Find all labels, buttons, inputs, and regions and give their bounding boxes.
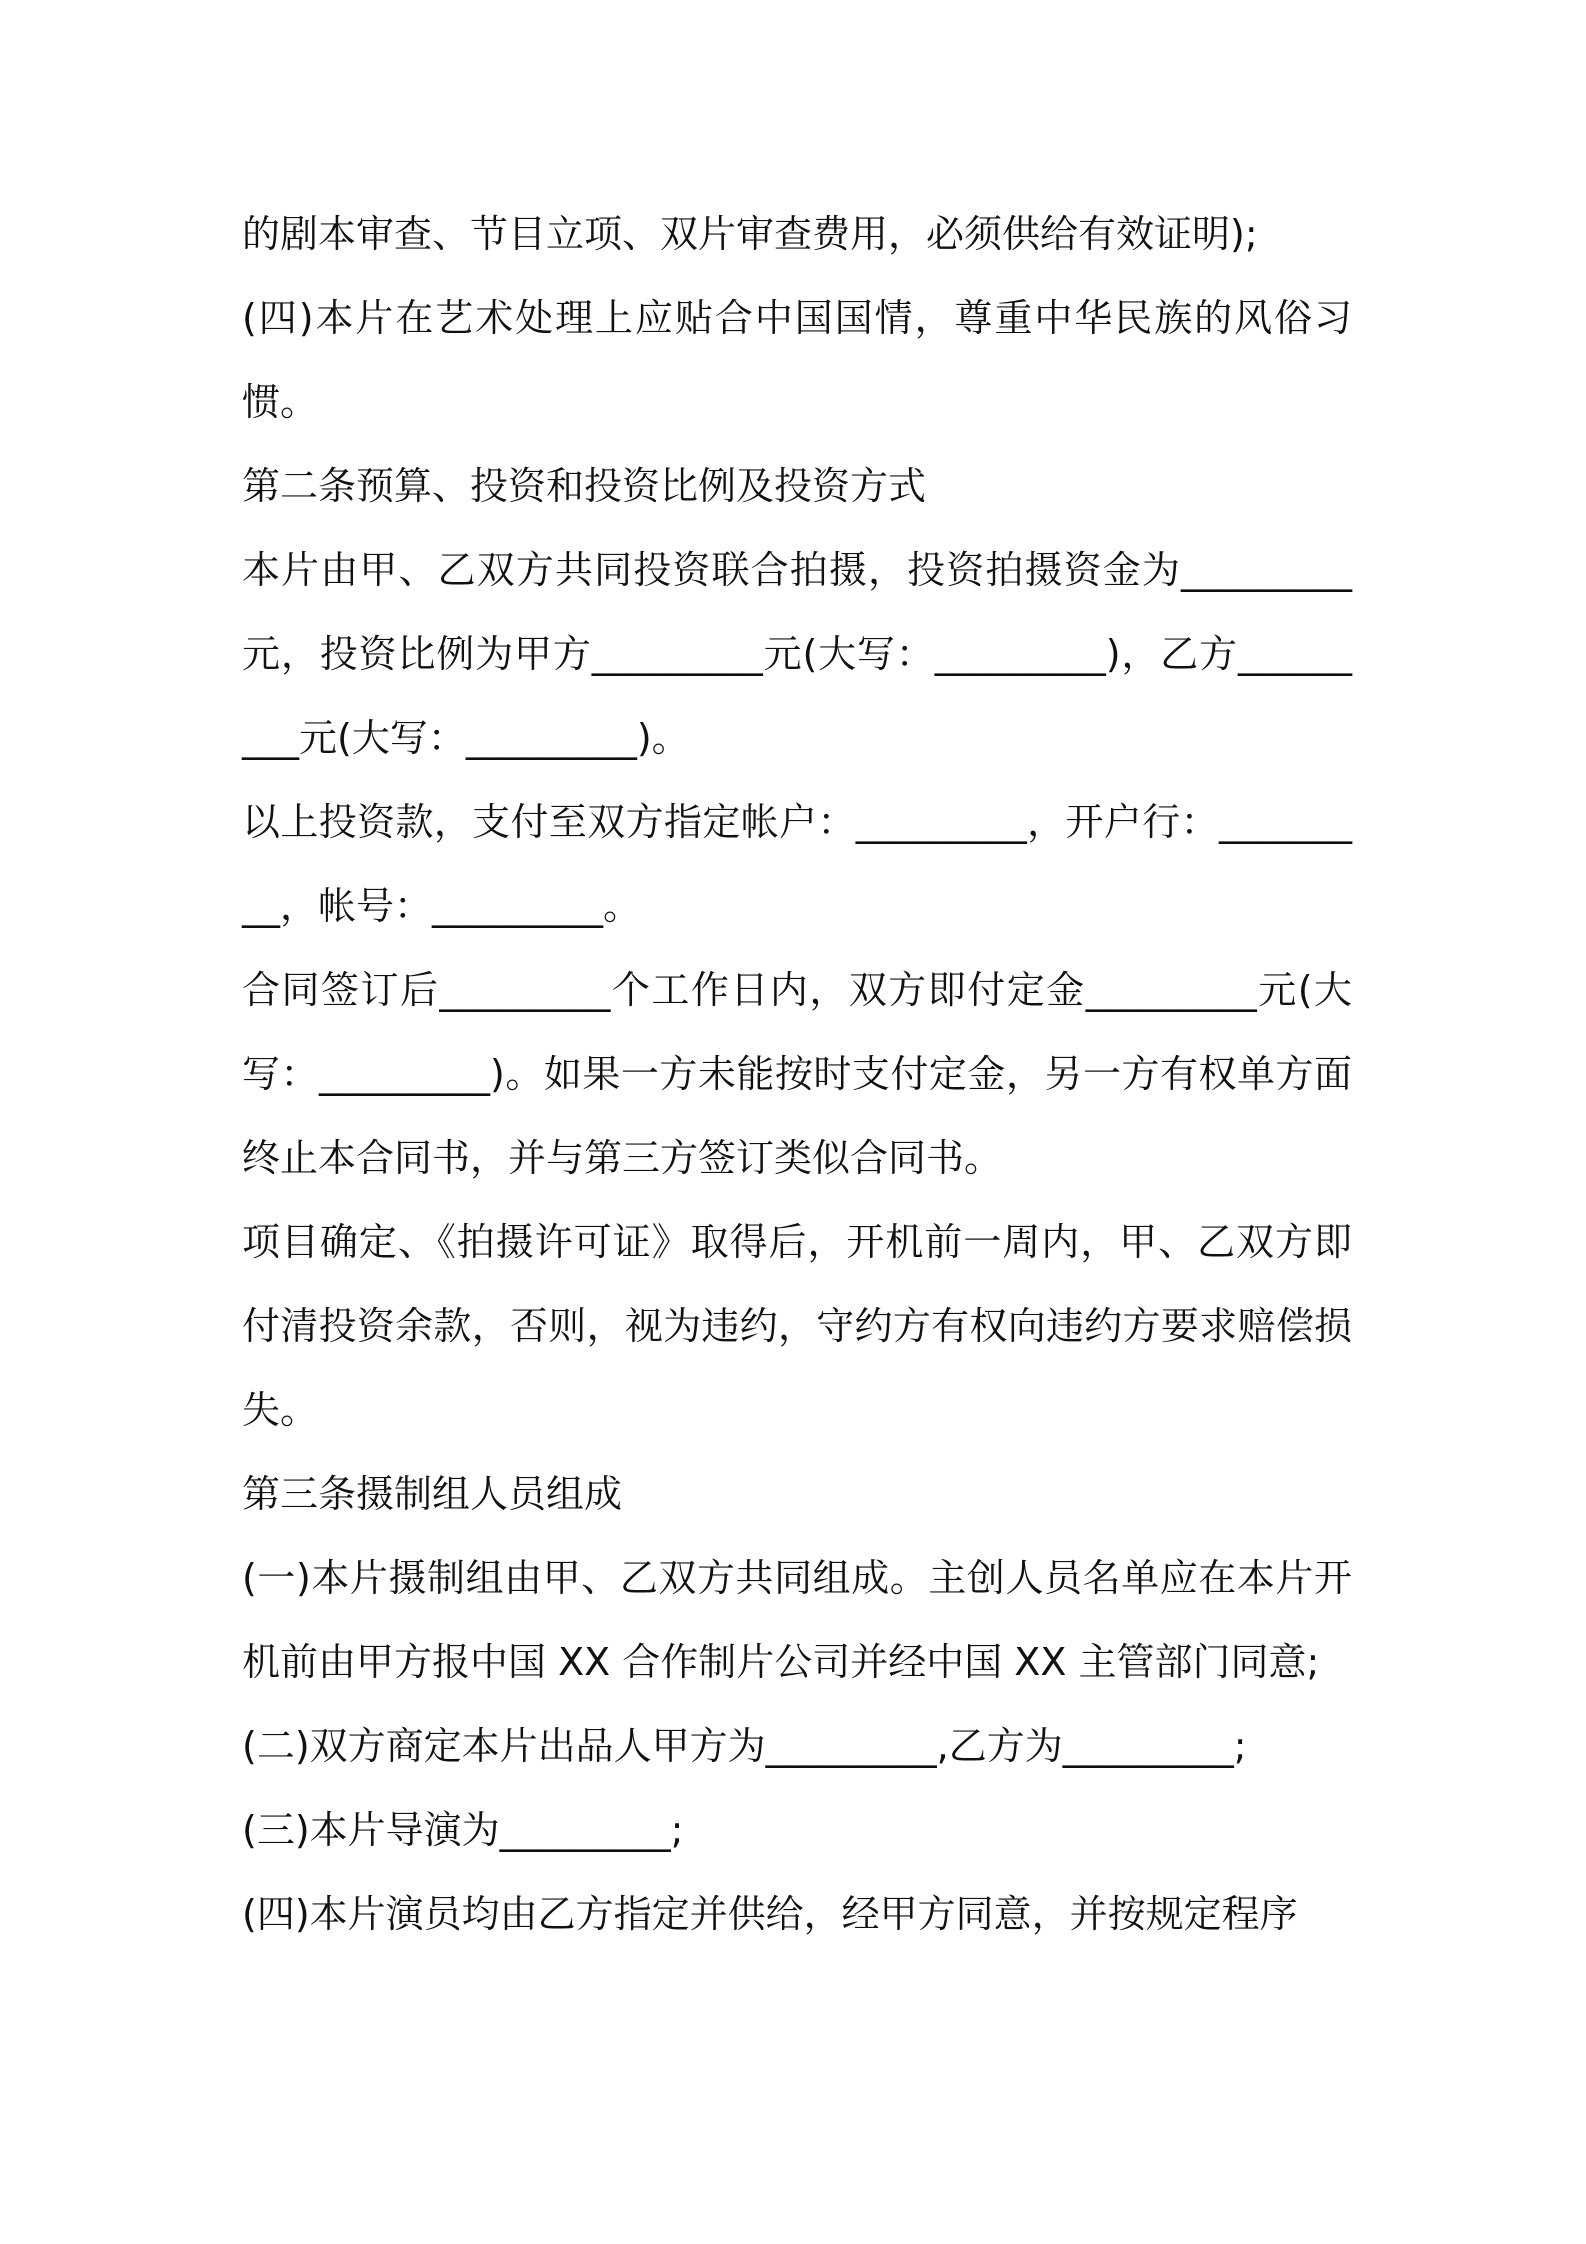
document-body xyxy=(242,192,1352,1956)
paragraph-payment-account: 以上投资款，支付至双方指定帐户：_________，开户行：_________，帐号：_________。 xyxy=(242,800,1352,928)
section-heading-article-3: 第三条摄制组人员组成 xyxy=(242,1472,623,1516)
paragraph-review-fees: 的剧本审查、节目立项、双片审查费用，必须供给有效证明); xyxy=(242,212,1258,256)
paragraph-balance-payment: 项目确定、《拍摄许可证》取得后，开机前一周内，甲、乙双方即付清投资余款，否则，视为违约，守约方有权向违约方要求赔偿损失。 xyxy=(242,1220,1352,1432)
section-heading-article-2: 第二条预算、投资和投资比例及投资方式 xyxy=(242,464,927,508)
paragraph-actors: (四)本片演员均由乙方指定并供给，经甲方同意，并按规定程序 xyxy=(242,1892,1298,1936)
paragraph-producers: (二)双方商定本片出品人甲方为_________,乙方为_________; xyxy=(242,1724,1247,1768)
paragraph-crew-composition: (一)本片摄制组由甲、乙双方共同组成。主创人员名单应在本片开机前由甲方报中国 XX 合作制片公司并经中国 XX 主管部门同意; xyxy=(242,1556,1352,1684)
paragraph-director: (三)本片导演为_________; xyxy=(242,1808,684,1852)
paragraph-investment-ratio: 本片由甲、乙双方共同投资联合拍摄，投资拍摄资金为_________元，投资比例为甲方_________元(大写：_________)，乙方_________元(大写：_________)。 xyxy=(242,548,1352,760)
paragraph-artistic-treatment: (四)本片在艺术处理上应贴合中国国情，尊重中华民族的风俗习惯。 xyxy=(242,296,1352,424)
paragraph-deposit: 合同签订后_________个工作日内，双方即付定金_________元(大写：_________)。如果一方未能按时支付定金，另一方有权单方面终止本合同书，并与第三方签订类似合同书。 xyxy=(242,968,1352,1180)
